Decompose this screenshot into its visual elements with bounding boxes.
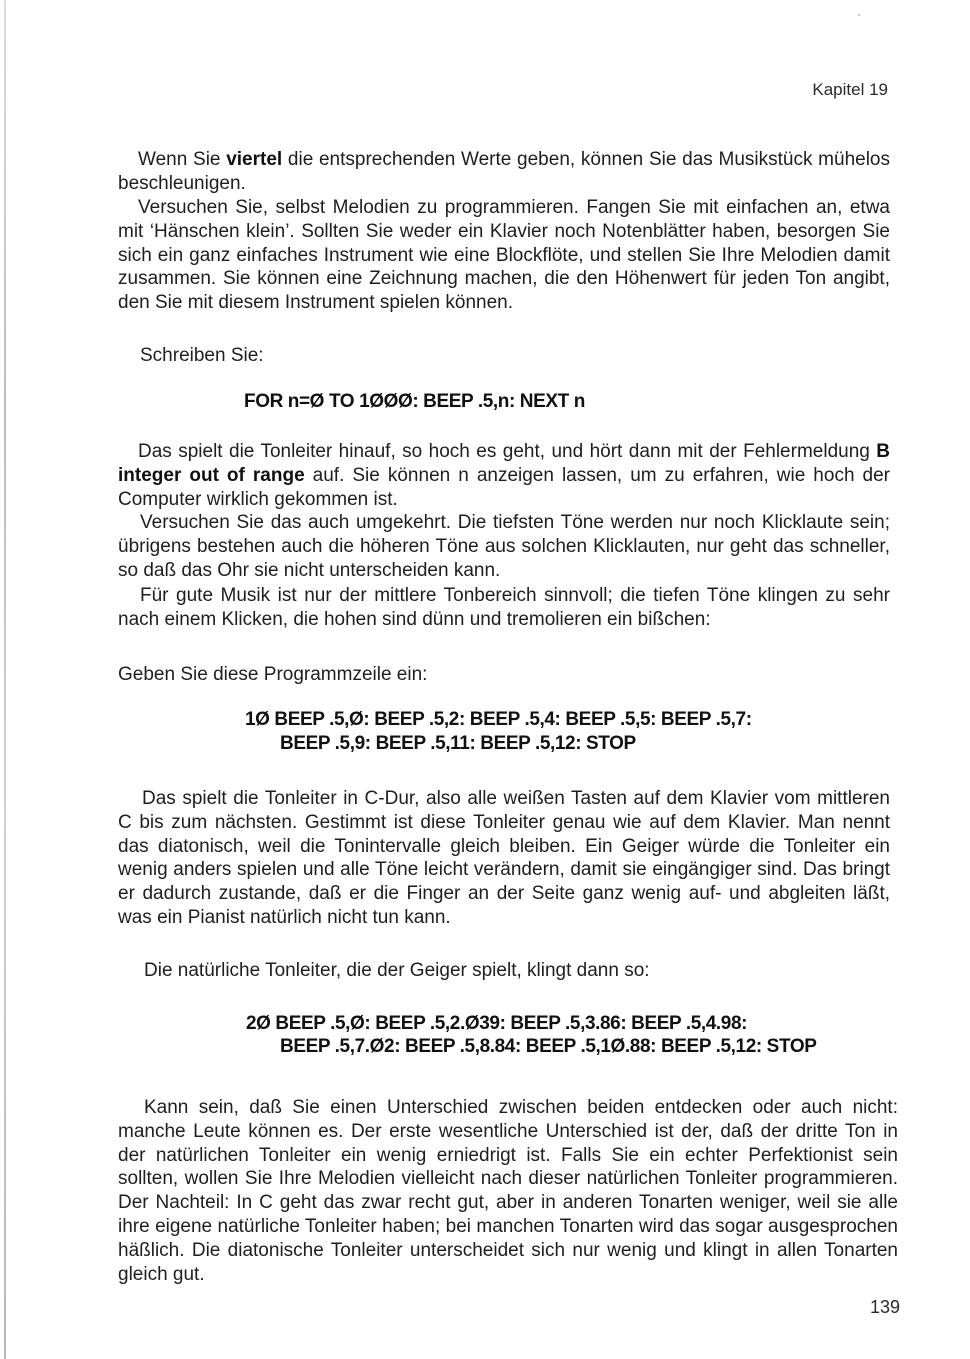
chapter-header: Kapitel 19	[812, 80, 888, 99]
paragraph-umgekehrt: Versuchen Sie das auch umgekehrt. Die tiefsten Töne werden nur noch Klicklaute sein; übrigens bestehen auch die höheren Töne aus solchen Klicklauten, nur geht das schneller, so daß das Ohr sie nicht unterscheiden kann.	[118, 512, 890, 581]
paragraph-melodies: Versuchen Sie, selbst Melodien zu programmieren. Fangen Sie mit einfachen an, etwa mit ‘Hänschen klein’. Sollten Sie weder ein Klavier noch Notenblätter haben, besorgen Sie sich ein ganz einfaches Instrument wie eine Blockflöte, und stellen Sie Ihre Melodien damit zusammen. Sie können eine Zeichnung machen, die den Höhenwert für jeden Ton angibt, den Sie mit diesem Instrument spielen können.	[118, 197, 890, 314]
bold-error-message: B integer out of range	[118, 441, 890, 486]
paragraph-schreiben: Schreiben Sie:	[140, 345, 264, 366]
paragraph-unterschied: Kann sein, daß Sie einen Unterschied zwischen beiden entdecken oder auch nicht: manche Leute können es. Der erste wesentliche Unterschied ist der, daß der dritte Ton in der natürlichen Tonleiter ein wenig erniedrigt ist. Falls Sie ein echter Perfektionist sein sollten, wollen Sie Ihre Melodien vielleicht nach dieser natürlichen Tonleiter programmieren. Der Nachteil: In C geht das zwar recht gut, aber in anderen Tonarten weniger, weil sie alle ihre eigene natürliche Tonleiter haben; bei manchen Tonarten wird das sogar ausgesprochen häßlich. Die diatonische Tonleiter unterscheidet sich nur wenig und klingt in allen Tonarten gleich gut.	[118, 1097, 898, 1285]
page-number: 139	[869, 1297, 900, 1317]
paragraph-text: auf. Sie können n anzeigen lassen, um zu erfahren, wie hoch der Computer wirklich gekommen ist.	[118, 464, 890, 510]
paragraph-programmzeile: Geben Sie diese Programmzeile ein:	[118, 664, 428, 685]
paragraph-c-dur: Das spielt die Tonleiter in C-Dur, also alle weißen Tasten auf dem Klavier vom mittleren C bis zum nächsten. Gestimmt ist diese Tonleiter genau wie auf dem Klavier. Man nennt das diatonisch, weil die Tonintervalle gleich bleiben. Ein Geiger würde die Tonleiter ein wenig anders spielen und alle Töne leicht verändern, damit sie eingängiger sind. Das bringt er dadurch zustande, daß er die Finger an der Seite ganz wenig auf- und abgleiten läßt, was ein Pianist natürlich nicht tun kann.	[118, 788, 890, 928]
paragraph-natuerliche-tonleiter: Die natürliche Tonleiter, die der Geiger spielt, klingt dann so:	[144, 960, 650, 981]
code-line-20-part1: 2Ø BEEP .5,Ø: BEEP .5,2.Ø39: BEEP .5,3.86: BEEP .5,4.98:	[246, 1013, 748, 1034]
code-for-loop: FOR n=Ø TO 1ØØØ: BEEP .5,n: NEXT n	[244, 391, 585, 412]
paragraph-tonleiter-hinauf	[118, 440, 890, 511]
paragraph-text: Wenn Sie	[138, 149, 227, 170]
paragraph-text: Das spielt die Tonleiter hinauf, so hoch es geht, und hört dann mit der Fehlermeldung	[138, 441, 877, 462]
paragraph-gute-musik: Für gute Musik ist nur der mittlere Tonbereich sinnvoll; die tiefen Töne klingen zu sehr nach einem Klicken, die hohen sind dünn und tremolieren ein bißchen:	[118, 585, 890, 630]
code-line-10-part1: 1Ø BEEP .5,Ø: BEEP .5,2: BEEP .5,4: BEEP .5,5: BEEP .5,7:	[245, 709, 752, 730]
code-line-10-part2: BEEP .5,9: BEEP .5,11: BEEP .5,12: STOP	[280, 733, 636, 754]
page-edge-shadow	[4, 0, 6, 1359]
code-line-20-part2: BEEP .5,7.Ø2: BEEP .5,8.84: BEEP .5,1Ø.88: BEEP .5,12: STOP	[280, 1036, 817, 1057]
scan-speck	[858, 14, 860, 16]
paragraph-text: die entsprechenden Werte geben, können Sie das Musikstück mühelos beschleunigen.	[118, 149, 890, 194]
paragraph-viertel	[118, 148, 890, 196]
bold-term: viertel	[226, 149, 283, 170]
